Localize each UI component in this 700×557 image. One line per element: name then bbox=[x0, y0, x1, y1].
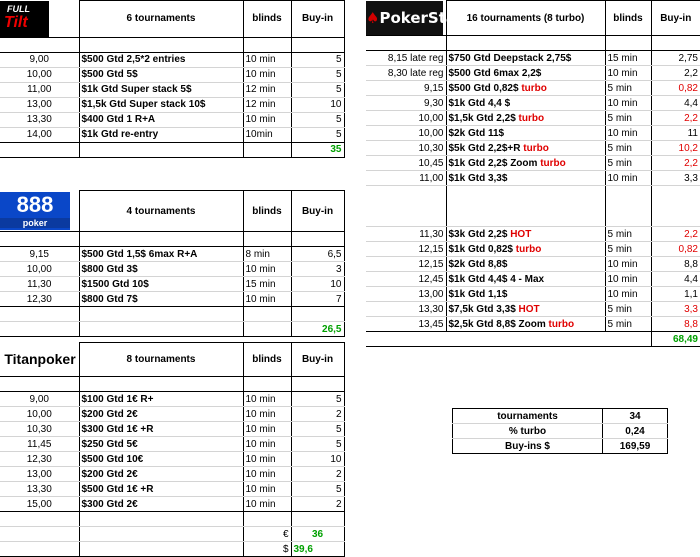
row-name bbox=[446, 287, 605, 302]
row-name bbox=[79, 482, 243, 497]
row-name bbox=[79, 407, 243, 422]
row-time: 13,00 bbox=[0, 97, 79, 112]
fulltilt-logo-cell bbox=[0, 1, 79, 38]
row-blinds: 10 min bbox=[243, 52, 291, 67]
row-buyin: 2 bbox=[291, 497, 344, 512]
table-row bbox=[0, 407, 344, 422]
row-buyin: 5 bbox=[291, 422, 344, 437]
summary-value: 169,59 bbox=[603, 439, 668, 454]
pokerstars-col-buyin: Buy-in bbox=[651, 1, 700, 36]
row-buyin: 5 bbox=[291, 112, 344, 127]
table-row bbox=[366, 156, 700, 171]
table-row bbox=[366, 141, 700, 156]
row-tag: turbo bbox=[523, 142, 549, 154]
row-name-text: $3k Gtd 2,2$ bbox=[448, 228, 508, 240]
row-name-text: $500 Gtd 2,5*2 entries bbox=[81, 54, 186, 65]
summary-row bbox=[453, 424, 668, 439]
row-blinds: 10 min bbox=[605, 171, 651, 186]
row-name-text: $750 Gtd Deepstack 2,75$ bbox=[448, 52, 572, 64]
row-blinds: 10 min bbox=[243, 422, 291, 437]
titan-total-eur: 36 bbox=[291, 527, 344, 542]
row-buyin: 4,4 bbox=[651, 272, 700, 287]
row-name-text: $1k Gtd re-entry bbox=[81, 129, 159, 140]
row-buyin: 5 bbox=[291, 127, 344, 142]
row-blinds: 10 min bbox=[243, 67, 291, 82]
row-name bbox=[79, 112, 243, 127]
row-time: 9,00 bbox=[0, 52, 79, 67]
table-row bbox=[0, 262, 344, 277]
row-tag: turbo bbox=[540, 157, 566, 169]
p888-col-blinds: blinds bbox=[243, 191, 291, 232]
row-buyin: 5 bbox=[291, 437, 344, 452]
row-tag: HOT bbox=[518, 303, 540, 315]
row-name bbox=[446, 126, 605, 141]
table-row bbox=[366, 171, 700, 186]
row-blinds: 5 min bbox=[605, 141, 651, 156]
row-blinds: 10 min bbox=[243, 452, 291, 467]
row-name bbox=[446, 51, 605, 66]
table-row bbox=[0, 392, 344, 407]
summary-table bbox=[452, 408, 668, 454]
row-blinds: 12 min bbox=[243, 82, 291, 97]
p888-total: 26,5 bbox=[291, 322, 344, 337]
row-blinds: 10 min bbox=[243, 112, 291, 127]
table-row bbox=[0, 67, 344, 82]
table-row bbox=[366, 81, 700, 96]
fulltilt-total: 35 bbox=[291, 142, 344, 157]
row-name bbox=[79, 392, 243, 407]
titan-logo: Titanpoker bbox=[0, 344, 78, 374]
row-time: 11,45 bbox=[0, 437, 79, 452]
row-time: 13,30 bbox=[366, 302, 446, 317]
titan-table bbox=[0, 342, 345, 557]
row-time: 12,15 bbox=[366, 242, 446, 257]
row-buyin: 11 bbox=[651, 126, 700, 141]
summary-label: Buy-ins $ bbox=[453, 439, 603, 454]
row-buyin: 5 bbox=[291, 67, 344, 82]
row-tag: turbo bbox=[548, 318, 575, 330]
row-time: 10,00 bbox=[0, 407, 79, 422]
row-name-text: $1k Gtd 1,1$ bbox=[448, 288, 508, 300]
row-name bbox=[446, 171, 605, 186]
row-buyin: 8,8 bbox=[651, 257, 700, 272]
summary-label: tournaments bbox=[453, 409, 603, 424]
row-buyin: 5 bbox=[291, 82, 344, 97]
row-name-text: $7,5k Gtd 3,3$ bbox=[448, 303, 516, 315]
row-time: 9,15 bbox=[366, 81, 446, 96]
table-row bbox=[366, 317, 700, 332]
row-name-text: $200 Gtd 2€ bbox=[81, 468, 138, 480]
row-time: 10,00 bbox=[0, 67, 79, 82]
row-name bbox=[446, 302, 605, 317]
row-blinds: 10 min bbox=[243, 467, 291, 482]
row-name-text: $1500 Gtd 10$ bbox=[81, 278, 149, 290]
table-row bbox=[0, 97, 344, 112]
row-blinds: 10min bbox=[243, 127, 291, 142]
row-time: 10,30 bbox=[0, 422, 79, 437]
row-buyin: 1,1 bbox=[651, 287, 700, 302]
row-blinds: 5 min bbox=[605, 156, 651, 171]
row-buyin: 2,2 bbox=[651, 66, 700, 81]
row-name-text: $100 Gtd 1€ R+ bbox=[81, 393, 154, 405]
row-name bbox=[79, 497, 243, 512]
row-buyin: 2 bbox=[291, 467, 344, 482]
row-tag: turbo bbox=[521, 82, 547, 94]
row-time: 12,15 bbox=[366, 257, 446, 272]
table-row bbox=[366, 126, 700, 141]
row-buyin: 10,2 bbox=[651, 141, 700, 156]
row-name bbox=[79, 262, 243, 277]
row-name bbox=[446, 257, 605, 272]
titan-logo-cell bbox=[0, 343, 79, 377]
row-name-text: $1k Gtd 4,4$ 4 - Max bbox=[448, 273, 545, 285]
row-name-text: $500 Gtd 1,5$ 6max R+A bbox=[81, 248, 198, 260]
table-row bbox=[0, 247, 344, 262]
row-time: 13,00 bbox=[366, 287, 446, 302]
table-row bbox=[0, 422, 344, 437]
titan-col-buyin: Buy-in bbox=[291, 343, 344, 377]
row-name bbox=[79, 277, 243, 292]
row-name-text: $2k Gtd 11$ bbox=[448, 127, 505, 139]
spacer-row bbox=[366, 186, 700, 227]
row-name-text: $300 Gtd 1€ +R bbox=[81, 423, 154, 435]
row-name-text: $1k Gtd 4,4 $ bbox=[448, 97, 511, 109]
row-name-text: $800 Gtd 3$ bbox=[81, 263, 138, 275]
row-time: 12,30 bbox=[0, 452, 79, 467]
row-time: 13,00 bbox=[0, 467, 79, 482]
row-buyin: 5 bbox=[291, 392, 344, 407]
pokerstars-logo-cell bbox=[366, 1, 473, 36]
pokerstars-title: 16 tournaments (8 turbo) bbox=[446, 1, 605, 36]
row-buyin: 4,4 bbox=[651, 96, 700, 111]
row-name-text: $500 Gtd 1€ +R bbox=[81, 483, 154, 495]
row-blinds: 5 min bbox=[605, 81, 651, 96]
row-time: 9,30 bbox=[366, 96, 446, 111]
titan-euro-sign: € bbox=[243, 527, 291, 542]
row-time: 9,00 bbox=[0, 392, 79, 407]
row-blinds: 10 min bbox=[243, 407, 291, 422]
row-buyin: 5 bbox=[291, 52, 344, 67]
row-blinds: 12 min bbox=[243, 97, 291, 112]
row-time: 11,30 bbox=[366, 227, 446, 242]
row-blinds: 10 min bbox=[243, 437, 291, 452]
table-row bbox=[366, 257, 700, 272]
row-blinds: 10 min bbox=[605, 257, 651, 272]
row-time: 12,45 bbox=[366, 272, 446, 287]
row-blinds: 5 min bbox=[605, 317, 651, 332]
fulltilt-title: 6 tournaments bbox=[79, 1, 243, 38]
summary-row bbox=[453, 409, 668, 424]
row-time: 11,00 bbox=[0, 82, 79, 97]
table-row bbox=[0, 467, 344, 482]
row-time: 10,45 bbox=[366, 156, 446, 171]
row-name bbox=[79, 52, 243, 67]
row-blinds: 10 min bbox=[243, 262, 291, 277]
row-buyin: 0,82 bbox=[651, 81, 700, 96]
row-buyin: 10 bbox=[291, 97, 344, 112]
row-name bbox=[79, 97, 243, 112]
row-buyin: 2,2 bbox=[651, 227, 700, 242]
row-name-text: $5k Gtd 2,2$+R bbox=[448, 142, 521, 154]
row-time: 15,00 bbox=[0, 497, 79, 512]
row-buyin: 6,5 bbox=[291, 247, 344, 262]
row-time: 10,00 bbox=[0, 262, 79, 277]
p888-table bbox=[0, 190, 345, 337]
titan-total-usd: 39,6 bbox=[291, 542, 344, 557]
row-buyin: 10 bbox=[291, 452, 344, 467]
row-name bbox=[446, 272, 605, 287]
table-row bbox=[366, 302, 700, 317]
row-name bbox=[446, 156, 605, 171]
pokerstars-logo: ♠PokerStars bbox=[366, 1, 443, 35]
row-time: 14,00 bbox=[0, 127, 79, 142]
row-name-text: $500 Gtd 5$ bbox=[81, 69, 138, 80]
row-time: 13,45 bbox=[366, 317, 446, 332]
row-buyin: 3,3 bbox=[651, 171, 700, 186]
row-blinds: 5 min bbox=[605, 242, 651, 257]
row-name bbox=[79, 452, 243, 467]
p888-col-buyin: Buy-in bbox=[291, 191, 344, 232]
row-blinds: 15 min bbox=[605, 51, 651, 66]
row-name bbox=[446, 227, 605, 242]
table-row bbox=[366, 287, 700, 302]
row-time: 12,30 bbox=[0, 292, 79, 307]
row-time: 10,30 bbox=[366, 141, 446, 156]
row-blinds: 10 min bbox=[605, 272, 651, 287]
row-name-text: $1k Gtd 3,3$ bbox=[448, 172, 508, 184]
pokerstars-col-blinds: blinds bbox=[605, 1, 651, 36]
row-buyin: 2,2 bbox=[651, 111, 700, 126]
row-name bbox=[446, 66, 605, 81]
row-blinds: 5 min bbox=[605, 227, 651, 242]
row-name bbox=[79, 67, 243, 82]
row-name bbox=[446, 242, 605, 257]
table-row bbox=[366, 227, 700, 242]
summary-value: 34 bbox=[603, 409, 668, 424]
table-row bbox=[0, 452, 344, 467]
row-time: 11,00 bbox=[366, 171, 446, 186]
row-name-text: $800 Gtd 7$ bbox=[81, 293, 138, 305]
summary-label: % turbo bbox=[453, 424, 603, 439]
row-blinds: 15 min bbox=[243, 277, 291, 292]
row-blinds: 8 min bbox=[243, 247, 291, 262]
table-row bbox=[366, 96, 700, 111]
row-name-text: $400 Gtd 1 R+A bbox=[81, 114, 156, 125]
row-buyin: 7 bbox=[291, 292, 344, 307]
table-row bbox=[366, 111, 700, 126]
row-name bbox=[79, 292, 243, 307]
row-time: 13,30 bbox=[0, 482, 79, 497]
row-time: 8,30 late reg bbox=[366, 66, 446, 81]
p888-logo-cell bbox=[0, 191, 79, 232]
row-blinds: 5 min bbox=[605, 302, 651, 317]
row-blinds: 10 min bbox=[605, 287, 651, 302]
row-tag: turbo bbox=[518, 112, 545, 124]
row-blinds: 10 min bbox=[605, 96, 651, 111]
row-time: 10,00 bbox=[366, 111, 446, 126]
p888-title: 4 tournaments bbox=[79, 191, 243, 232]
fulltilt-logo: FULL Tilt bbox=[0, 1, 49, 37]
row-name-text: $500 Gtd 10€ bbox=[81, 453, 144, 465]
summary-row bbox=[453, 439, 668, 454]
table-row bbox=[366, 66, 700, 81]
row-name-text: $2k Gtd 8,8$ bbox=[448, 258, 508, 270]
row-name-text: $1k Gtd 0,82$ bbox=[448, 243, 513, 255]
table-row bbox=[366, 51, 700, 66]
row-buyin: 2,2 bbox=[651, 156, 700, 171]
row-name-text: $1k Gtd Super stack 5$ bbox=[81, 84, 192, 95]
row-blinds: 10 min bbox=[243, 392, 291, 407]
table-row bbox=[0, 127, 344, 142]
titan-title: 8 tournaments bbox=[79, 343, 243, 377]
row-name bbox=[446, 141, 605, 156]
row-name bbox=[79, 437, 243, 452]
row-tag: turbo bbox=[515, 243, 542, 255]
row-name bbox=[79, 82, 243, 97]
row-time: 13,30 bbox=[0, 112, 79, 127]
summary-value: 0,24 bbox=[603, 424, 668, 439]
row-time: 10,00 bbox=[366, 126, 446, 141]
row-name bbox=[79, 247, 243, 262]
row-buyin: 8,8 bbox=[651, 317, 700, 332]
row-blinds: 5 min bbox=[605, 111, 651, 126]
row-name bbox=[79, 127, 243, 142]
row-time: 8,15 late reg bbox=[366, 51, 446, 66]
row-buyin: 2,75 bbox=[651, 51, 700, 66]
row-blinds: 10 min bbox=[605, 66, 651, 81]
row-name bbox=[79, 467, 243, 482]
fulltilt-col-blinds: blinds bbox=[243, 1, 291, 38]
row-blinds: 10 min bbox=[243, 292, 291, 307]
table-row bbox=[366, 272, 700, 287]
pokerstars-section bbox=[366, 0, 700, 347]
table-row bbox=[0, 52, 344, 67]
row-buyin: 3 bbox=[291, 262, 344, 277]
row-tag: HOT bbox=[510, 228, 532, 240]
row-name-text: $500 Gtd 6max 2,2$ bbox=[448, 67, 542, 79]
row-buyin: 0,82 bbox=[651, 242, 700, 257]
summary-section bbox=[452, 408, 668, 454]
row-name-text: $250 Gtd 5€ bbox=[81, 438, 138, 450]
row-name bbox=[79, 422, 243, 437]
p888-section bbox=[0, 190, 345, 337]
pokerstars-total: 68,49 bbox=[651, 332, 700, 347]
row-time: 9,15 bbox=[0, 247, 79, 262]
row-blinds: 10 min bbox=[605, 126, 651, 141]
spade-icon: ♠ bbox=[366, 8, 380, 27]
titan-usd-sign: $ bbox=[243, 542, 291, 557]
row-time: 11,30 bbox=[0, 277, 79, 292]
row-name-text: $2,5k Gtd 8,8$ Zoom bbox=[448, 318, 546, 330]
row-buyin: 5 bbox=[291, 482, 344, 497]
table-row bbox=[0, 482, 344, 497]
row-name-text: $500 Gtd 0,82$ bbox=[448, 82, 519, 94]
table-row bbox=[0, 437, 344, 452]
row-name bbox=[446, 111, 605, 126]
table-row bbox=[366, 242, 700, 257]
row-blinds: 10 min bbox=[243, 497, 291, 512]
pokerstars-table bbox=[366, 0, 700, 347]
table-row bbox=[0, 292, 344, 307]
row-buyin: 2 bbox=[291, 407, 344, 422]
row-name bbox=[446, 81, 605, 96]
table-row bbox=[0, 112, 344, 127]
titan-section bbox=[0, 342, 345, 557]
row-buyin: 3,3 bbox=[651, 302, 700, 317]
row-blinds: 10 min bbox=[243, 482, 291, 497]
fulltilt-section bbox=[0, 0, 345, 158]
row-name-text: $1k Gtd 2,2$ Zoom bbox=[448, 157, 538, 169]
row-name bbox=[446, 317, 605, 332]
row-name-text: $1,5k Gtd 2,2$ bbox=[448, 112, 516, 124]
fulltilt-table bbox=[0, 0, 345, 158]
row-name-text: $1,5k Gtd Super stack 10$ bbox=[81, 99, 206, 110]
table-row bbox=[0, 497, 344, 512]
table-row bbox=[0, 277, 344, 292]
titan-col-blinds: blinds bbox=[243, 343, 291, 377]
row-buyin: 10 bbox=[291, 277, 344, 292]
row-name bbox=[446, 96, 605, 111]
row-name-text: $300 Gtd 2€ bbox=[81, 498, 138, 510]
p888-logo: 888 poker bbox=[0, 192, 70, 230]
table-row bbox=[0, 82, 344, 97]
row-name-text: $200 Gtd 2€ bbox=[81, 408, 138, 420]
fulltilt-col-buyin: Buy-in bbox=[291, 1, 344, 38]
